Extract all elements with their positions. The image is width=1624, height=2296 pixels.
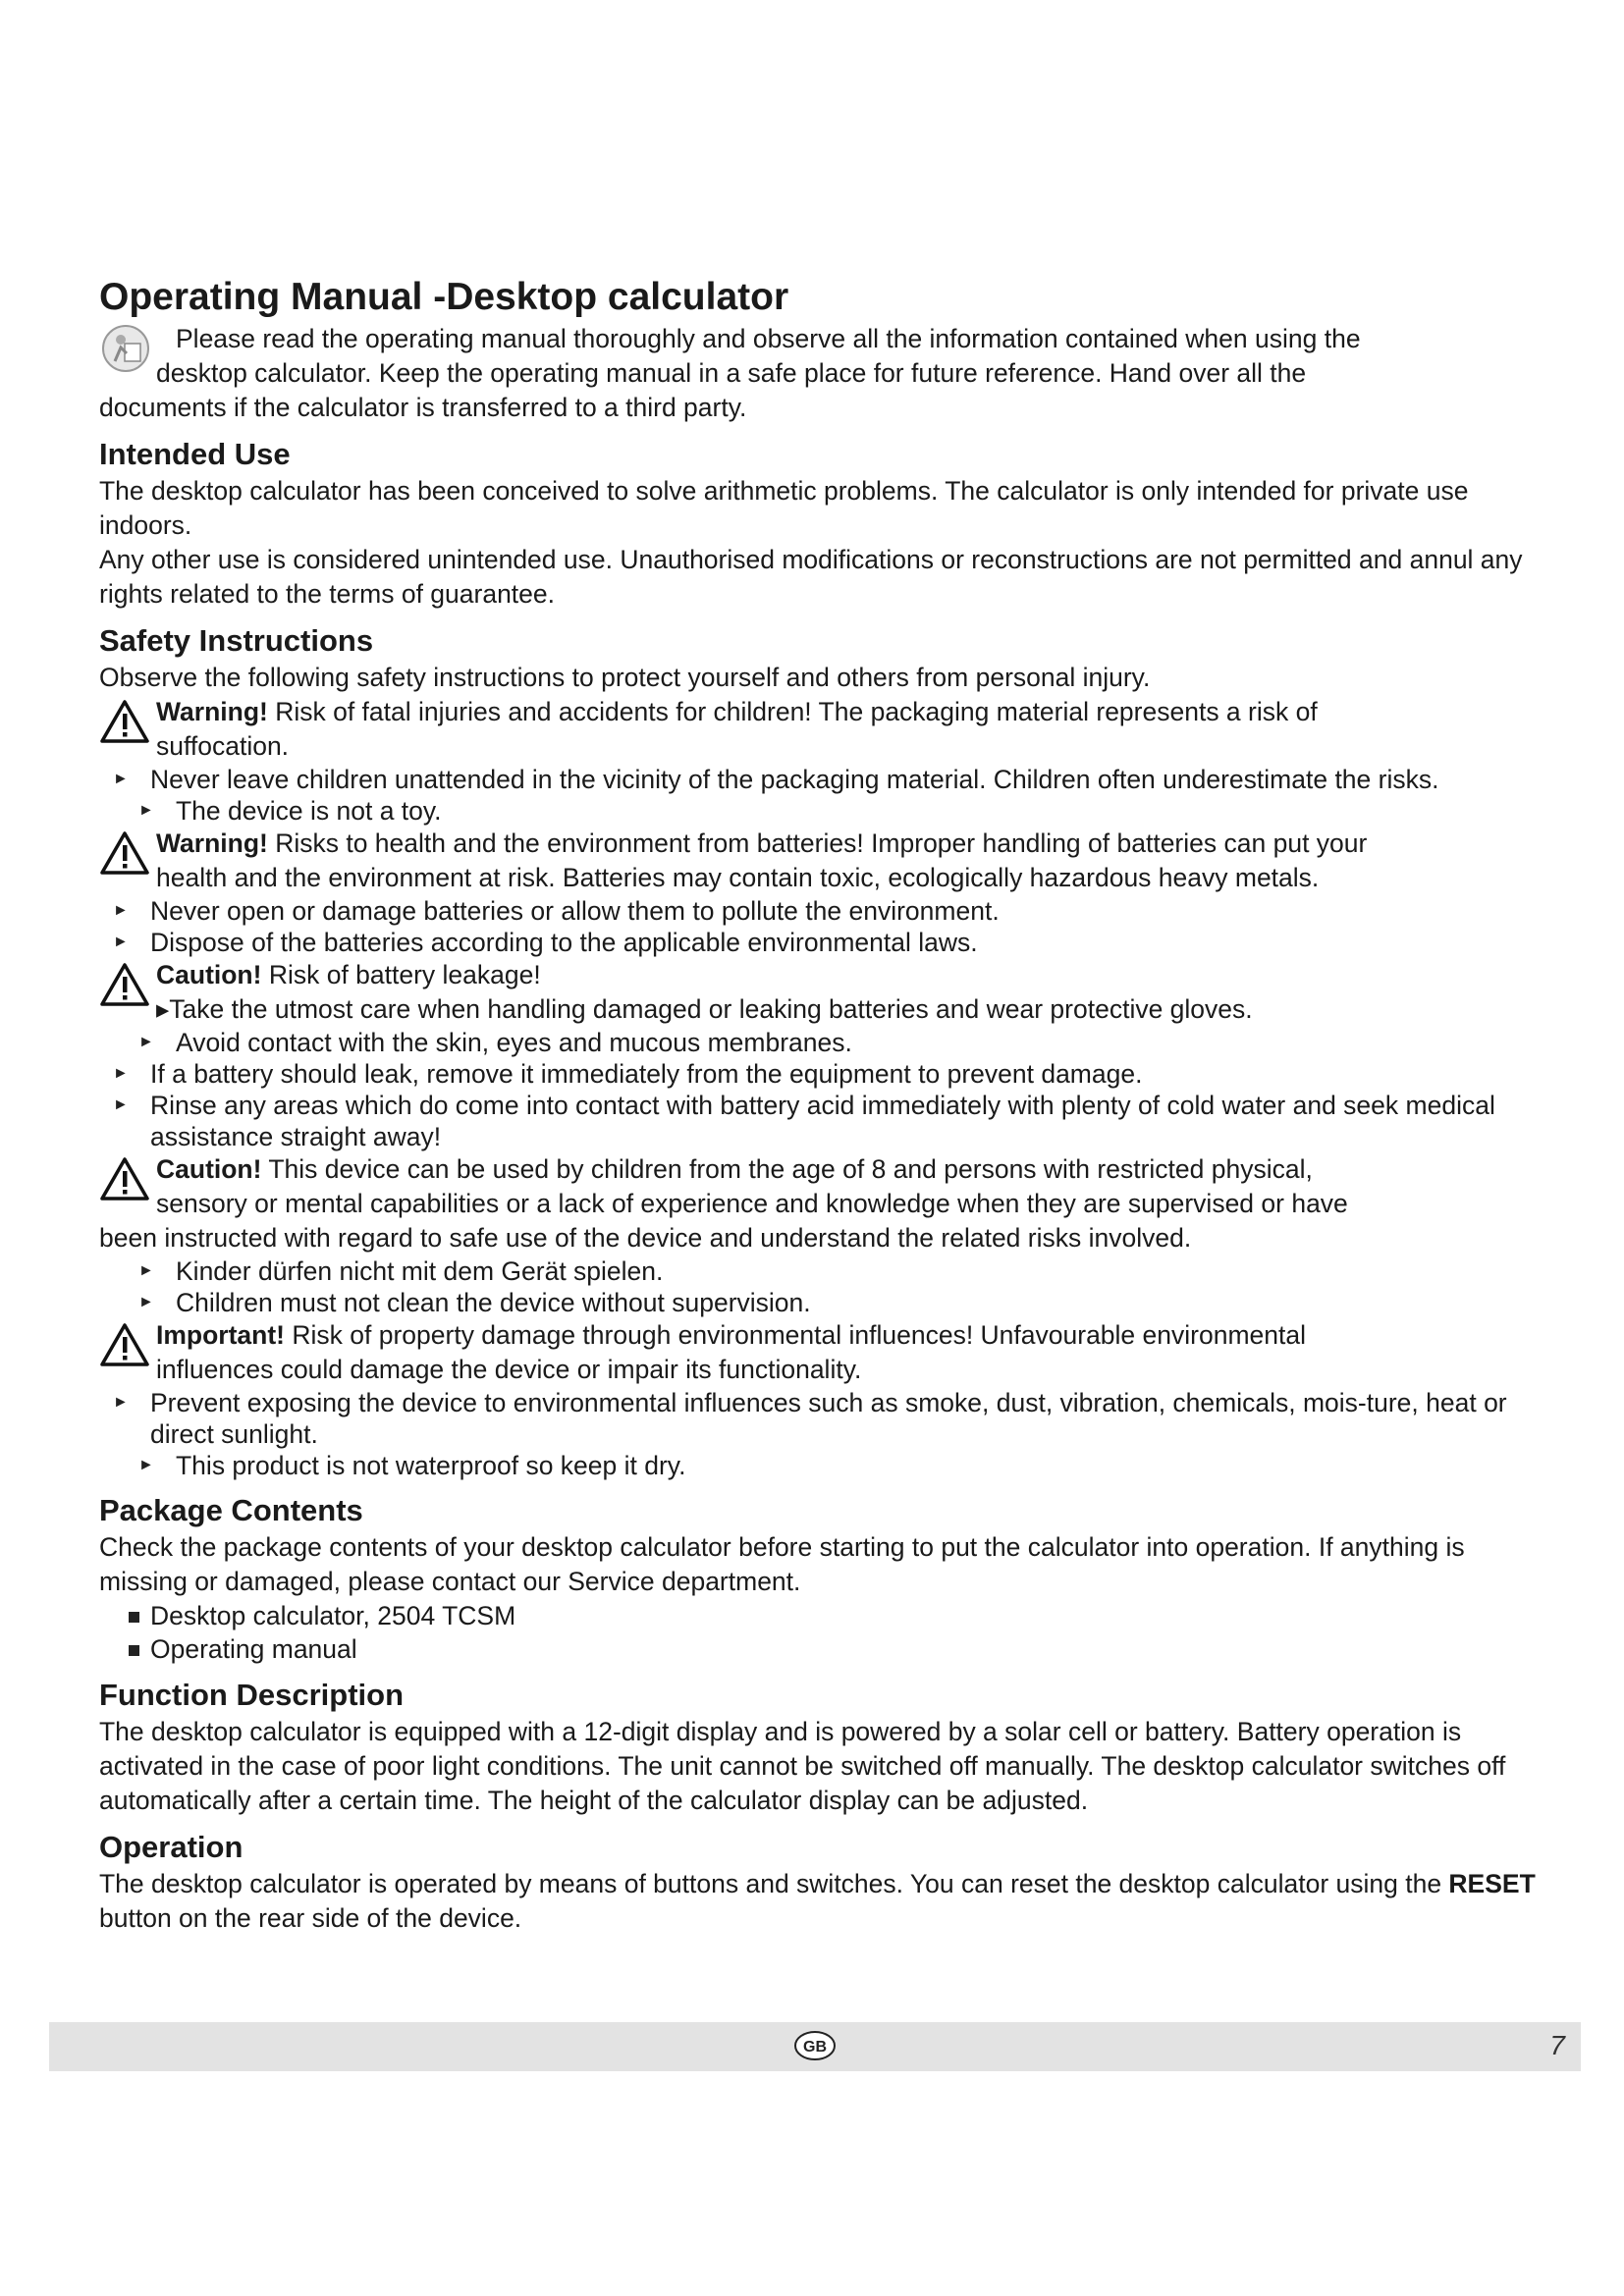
important-label: Important! [156, 1320, 286, 1350]
caution-leakage-text [156, 958, 1538, 992]
intro-section [99, 322, 1538, 425]
warning-children-text [156, 695, 1538, 729]
warning-children-cont: suffocation. [156, 731, 290, 761]
triangle-bullet-icon: ► [113, 902, 129, 919]
operation-text-b: button on the rear side of the device. [99, 1903, 522, 1933]
list-item [99, 1287, 1538, 1318]
page-content [99, 275, 1538, 1936]
function-description-heading: Function Description [99, 1678, 404, 1712]
list-item [99, 1387, 1538, 1450]
triangle-bullet-icon: ► [113, 1394, 129, 1411]
important-cont: influences could damage the device or impair its functionality. [156, 1355, 862, 1384]
safety-heading: Safety Instructions [99, 623, 374, 658]
page-number: 7 [1549, 2030, 1565, 2060]
safety-intro: Observe the following safety instructions to protect yourself and others from personal injury. [99, 663, 1151, 692]
page-title: Operating Manual -Desktop calculator [99, 276, 789, 318]
important-environment [99, 1318, 1538, 1387]
list-item [99, 1090, 1538, 1152]
list-item [99, 895, 1538, 927]
list-item [99, 764, 1538, 795]
triangle-bullet-icon: ► [138, 1294, 154, 1310]
list-item-text: The device is not a toy. [176, 796, 442, 826]
warning-batteries [99, 827, 1538, 895]
caution-label: Caution! [156, 960, 262, 989]
caution-children-cont-1: sensory or mental capabilities or a lack of experience and knowledge when they are supervised or have [156, 1189, 1348, 1218]
caution-leakage [99, 958, 1538, 1027]
intended-use-heading: Intended Use [99, 437, 291, 471]
page-footer [49, 2022, 1581, 2071]
important-body: Risk of property damage through environmental influences! Unfavourable environmental [285, 1320, 1306, 1350]
list-item-text: Children must not clean the device without supervision. [176, 1288, 811, 1317]
triangle-bullet-icon: ► [138, 1262, 154, 1279]
operation-text-a: The desktop calculator is operated by means of buttons and switches. You can reset the desktop calculator using the [99, 1869, 1449, 1898]
list-item-text: Prevent exposing the device to environmental influences such as smoke, dust, vibration, chemicals, mois-ture, heat or direct sunlight. [150, 1388, 1507, 1449]
warning-batteries-cont: health and the environment at risk. Batteries may contain toxic, ecologically hazardous heavy metals. [156, 863, 1320, 892]
operation-heading: Operation [99, 1830, 244, 1864]
list-item-text: Operating manual [150, 1634, 357, 1664]
warning-label: Warning! [156, 828, 268, 858]
important-text [156, 1318, 1538, 1353]
function-description-paragraph: The desktop calculator is equipped with a 12-digit display and is powered by a solar cell or battery. Battery operation is activated in the case of poor light conditions. The unit cannot be switched off manually. The desktop calculator switches off automatically after a certain time. The height of the calculator display can be adjusted. [99, 1717, 1506, 1815]
warning-triangle-icon [99, 830, 150, 876]
list-item [99, 1632, 1538, 1666]
caution-children-persons [99, 1152, 1538, 1255]
triangle-bullet-icon: ► [138, 1457, 154, 1473]
list-item-text: Desktop calculator, 2504 TCSM [150, 1601, 516, 1630]
triangle-bullet-icon: ► [113, 771, 129, 787]
list-item [99, 1599, 1538, 1632]
caution-children-text [99, 1152, 1538, 1187]
triangle-bullet-icon: ► [138, 1034, 154, 1050]
list-item-text: Dispose of the batteries according to the applicable environmental laws. [150, 928, 978, 957]
intro-line-1: Please read the operating manual thoroughly and observe all the information contained when using the [176, 324, 1361, 353]
caution-children-body: This device can be used by children from the age of 8 and persons with restricted physical, [261, 1154, 1313, 1184]
list-item-text: Never open or damage batteries or allow them to pollute the environment. [150, 896, 1000, 926]
triangle-bullet-icon: ► [113, 934, 129, 950]
square-bullet-icon [129, 1645, 139, 1656]
package-contents-heading: Package Contents [99, 1493, 363, 1527]
list-item-text: This product is not waterproof so keep it dry. [176, 1451, 686, 1480]
intended-use-paragraph-2: Any other use is considered unintended use. Unauthorised modifications or reconstructions are not permitted and annul any rights related to the terms of guarantee. [99, 545, 1523, 609]
warning-triangle-icon [99, 1322, 150, 1367]
warning-triangle-icon [99, 1156, 150, 1201]
list-item-text: Rinse any areas which do come into contact with battery acid immediately with plenty of cold water and seek medical assistance straight away! [150, 1091, 1495, 1151]
intro-line-3: documents if the calculator is transferred to a third party. [99, 393, 747, 422]
warning-batteries-body: Risks to health and the environment from batteries! Improper handling of batteries can put your [267, 828, 1368, 858]
list-item [99, 1058, 1538, 1090]
list-item-text: Avoid contact with the skin, eyes and mucous membranes. [176, 1028, 852, 1057]
list-item [99, 1450, 1538, 1481]
list-item [99, 1255, 1538, 1287]
warning-children [99, 695, 1538, 764]
list-item [99, 1027, 1538, 1058]
list-item-text: Kinder dürfen nicht mit dem Gerät spielen. [176, 1256, 664, 1286]
intro-line-2: desktop calculator. Keep the operating manual in a safe place for future reference. Hand over all the [156, 358, 1307, 388]
manual-reading-icon [101, 324, 150, 373]
warning-label: Warning! [156, 697, 268, 726]
list-item [99, 927, 1538, 958]
caution-leakage-body: Risk of battery leakage! [261, 960, 541, 989]
gb-country-badge [793, 2030, 837, 2061]
list-item-text: If a battery should leak, remove it immediately from the equipment to prevent damage. [150, 1059, 1143, 1089]
reset-label: RESET [1448, 1869, 1536, 1898]
triangle-bullet-icon: ► [113, 1096, 129, 1113]
caution-children-cont-2: been instructed with regard to safe use of the device and understand the related risks involved. [99, 1223, 1192, 1253]
list-item [99, 795, 1538, 827]
warning-triangle-icon [99, 962, 150, 1007]
list-item-text: Never leave children unattended in the vicinity of the packaging material. Children often underestimate the risks. [150, 765, 1439, 794]
triangle-bullet-icon: ► [113, 1065, 129, 1082]
warning-triangle-icon [99, 699, 150, 744]
warning-batteries-text [156, 827, 1538, 861]
square-bullet-icon [129, 1612, 139, 1623]
package-contents-paragraph: Check the package contents of your desktop calculator before starting to put the calculator into operation. If anything is missing or damaged, please contact our Service department. [99, 1532, 1465, 1596]
triangle-bullet-icon: ► [138, 802, 154, 819]
caution-label: Caution! [156, 1154, 262, 1184]
warning-children-body: Risk of fatal injuries and accidents for children! The packaging material represents a risk of [267, 697, 1318, 726]
operation-paragraph [99, 1867, 1538, 1936]
intended-use-paragraph-1: The desktop calculator has been conceived to solve arithmetic problems. The calculator is only intended for private use indoors. [99, 476, 1469, 540]
caution-leakage-cont: ▸Take the utmost care when handling damaged or leaking batteries and wear protective gloves. [156, 994, 1253, 1024]
gb-badge-text: GB [803, 2039, 827, 2056]
